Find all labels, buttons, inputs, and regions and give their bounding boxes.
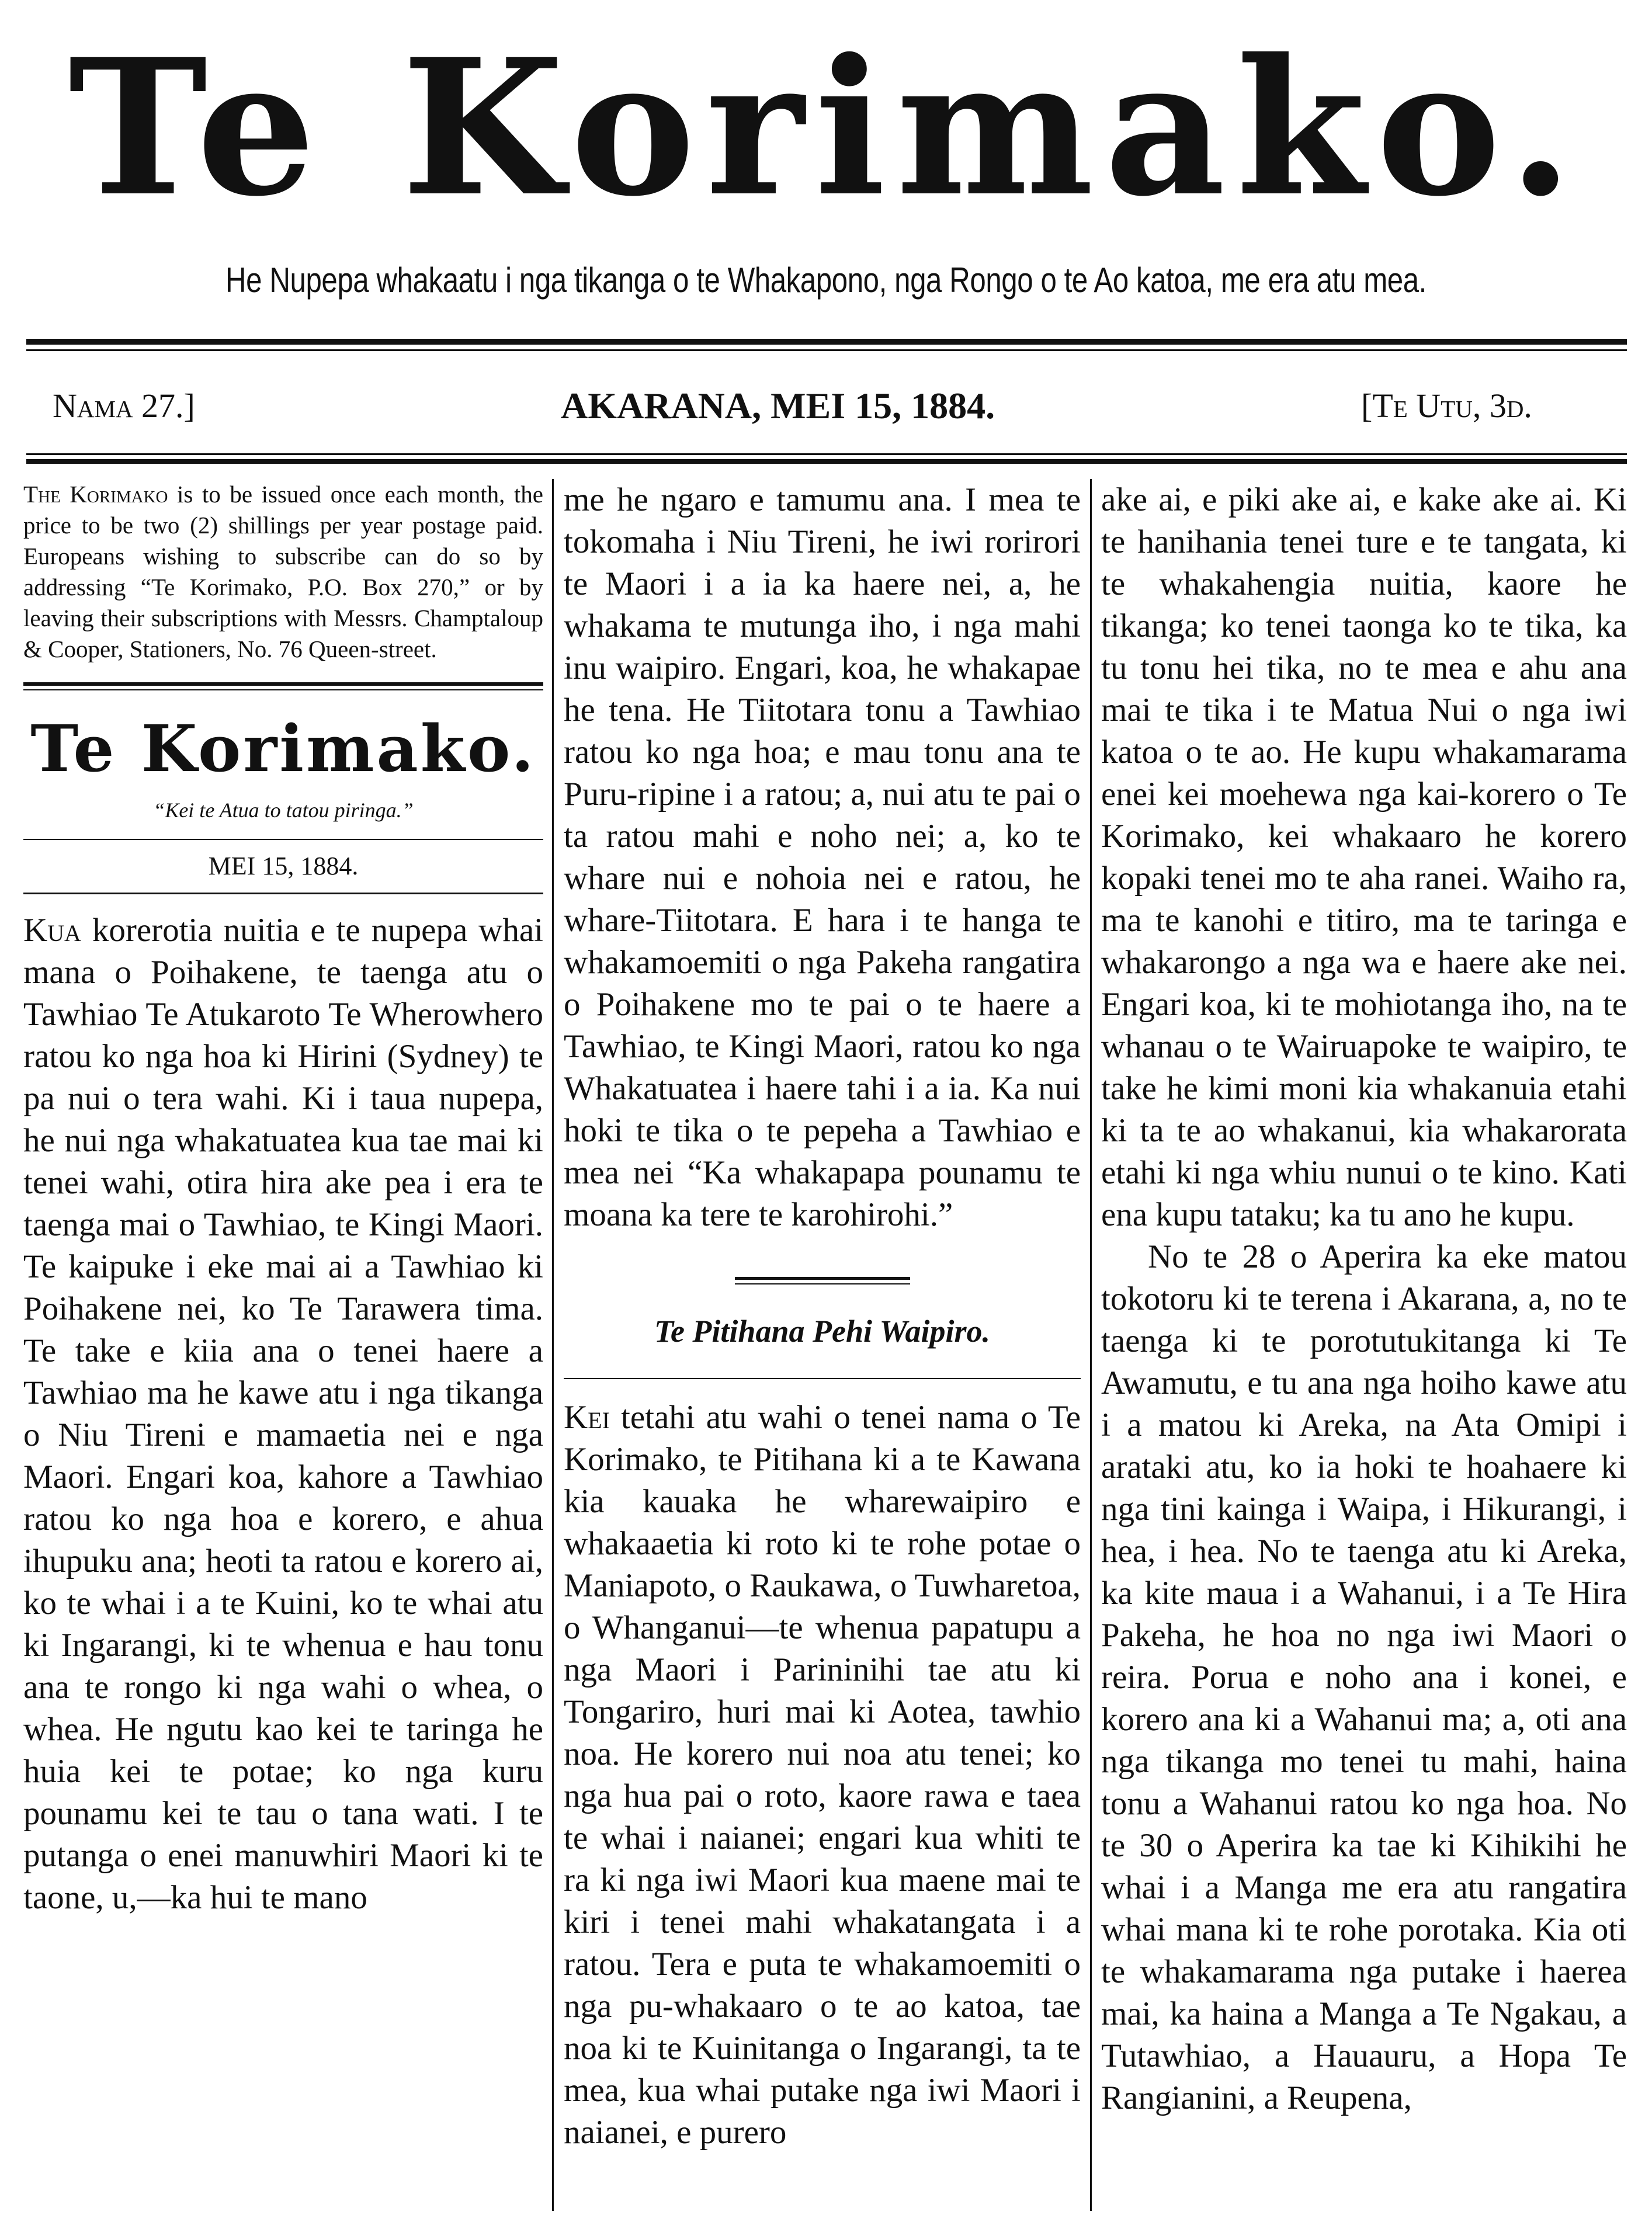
issue-dateline: AKARANA, MEI 15, 1884. (561, 385, 995, 426)
header-rule-bottom-thin (26, 453, 1627, 455)
subscription-notice (23, 479, 543, 665)
editorial-date: MEI 15, 1884. (23, 840, 543, 894)
column-separator-2 (1090, 479, 1092, 2211)
article-lead-word: Kei (564, 1399, 610, 1436)
column-1 (23, 479, 543, 2208)
masthead-subtitle: He Nupepa whakaatu i nga tikanga o te Whakapono, nga Rongo o te Ao katoa, me era atu mea. (225, 261, 1427, 300)
article-paragraph: No te 28 o Aperira ka eke matou tokotoru ki te terena i Akarana, a, no te taenga ki te porotutukitanga ki Te Awamutu, e tu ana nga hoiho kawe atu i a matou ki Areka, na Ata Omipi i arataki atu, ko ia hoki te hoahaere ki nga tini kainga i Waipa, i Hikurangi, i hea, i hea. No te taenga atu ki Areka, ka kite maua i a Wahanui, i a Te Hira Pakeha, he hoa no nga iwi Maori o reira. Porua e noho ana i konei, e korero ana ki a Wahanui ma; a, oti ana nga tikanga mo tenei tu mahi, haina tonu a Wahanui ratou ko nga hoa. No te 30 o Aperira ka tae ki Kihikihi he whai i a Manga me era atu rangatira whai mana ki te rohe porotaka. Kia oti te whakamarama nga putake i haerea mai, ka haina a Manga a Te Ngakau, a Tutawhiao, a Hauauru, a Hopa Te Rangianini, a Reupena, (1101, 1238, 1627, 2116)
header-rule-bottom (26, 459, 1627, 464)
article-lead-word: Kua (23, 912, 81, 949)
notice-rule-thin (23, 689, 543, 690)
column-2 (564, 479, 1081, 2208)
editorial-masthead: Te Korimako. (30, 711, 536, 786)
masthead-title: Te Korimako. (68, 19, 1584, 238)
section-title: Te Pitihana Pehi Waipiro. (654, 1314, 991, 1349)
issue-price: [Te Utu, 3d. (1361, 387, 1532, 425)
article-text: korerotia nuitia e te nupepa whai mana o Poihakene, te taenga atu o Tawhiao Te Atukaroto Te Wherowhero ratou ko nga hoa ki Hirini (Sydney) te pa nui o tera wahi. Ki i taua nupepa, he nui nga whakatuatea kua tae mai ki tenei wahi, otira hira ake pea i era te taenga mai o Tawhiao, te Kingi Maori. Te kaipuke i eke mai ai a Tawhiao ki Poihakene nei, ko Te Tarawera tima. Te take e kiia ana o tenei haere a Tawhiao ma he kawe atu i nga tikanga o Niu Tireni e mamaetia nei e nga Maori. Engari koa, kahore a Tawhiao ratou ko nga hoa e korero, e ahua ihupuku ana; heoti ta ratou e korero ai, ko te whai i a te Kuini, ko te whai atu ki Ingarangi, ki te whenua e hau tonu ana te rongo ki nga wahi o whea, o whea. He ngutu kao kei te taringa he huia kei te potae; ko nga kuru pounamu kei te tau o tana wati. I te putanga o enei manuwhiri Maori ki te taone, u,—ka hui te mano (23, 912, 543, 1916)
notice-lead: The Korimako (23, 481, 168, 508)
article-paragraph (564, 1397, 1081, 2154)
section-title-rule (564, 1378, 1081, 1379)
column-3 (1101, 479, 1627, 2208)
notice-rule-thick (23, 682, 543, 686)
article-paragraph (23, 909, 543, 1919)
header-rule-top-thin (26, 349, 1627, 351)
section-separator (564, 1277, 1081, 1284)
article-paragraph: ake ai, e piki ake ai, e kake ake ai. Ki te hanihania tenei ture e te tangata, ki te whakahengia nuitia, kaore he tikanga; ko tenei taonga ko te tika, ka tu tonu hei tika, no te mea e ahu ana mai te tika i te Matua Nui o nga iwi katoa o te ao. He kupu whakamarama enei kei moehewa nga kai-korero o Te Korimako, kei whakaaro he korero kopaki tenei mo te aha ranei. Waiho ra, ma te kanohi e titiro, ma te taringa e whakarongo a nga wa e haere ake nei. Engari koa, ki te mohiotanga iho, na te whanau o te Wairuapoke te waipiro, te take he kimi moni kia whakanuia etahi ki ta te ao whakanui, kia whakarorata etahi ki nga whiu nunui o te kino. Kati ena kupu tataku; ka tu ano he kupu. (1101, 481, 1627, 1233)
notice-text: is to be issued once each month, the price to be two (2) shillings per year postage paid. Europeans wishing to subscribe can do so by addressing “Te Korimako, P.O. Box 270,” or by leaving their subscriptions with Messrs. Champtaloup & Cooper, Stationers, No. 76 Queen-street. (23, 481, 543, 662)
column-separator-1 (552, 479, 554, 2211)
article-text: tetahi atu wahi o tenei nama o Te Korimako, te Pitihana ki a te Kawana kia kauaka he wharewaipiro e whakaaetia ki roto ki te rohe potae o Maniapoto, o Raukawa, o Tuwharetoa, o Whanganui—te whenua papatupu a nga Maori i Parininihi tae atu ki Tongariro, huri mai ki Aotea, tawhio noa. He korero nui noa atu tenei; ko nga hua pai o roto, kaore rawa e taea te whai i naianei; engari kua whiti te ra ki nga iwi Maori kua maene mai te kiri i tenei mahi whakatangata i a ratou. Tera e puta te whakamoemiti o nga pu-whakaaro o te ao katoa, tae noa ki te Kuinitanga o Ingarangi, ta te mea, kua whai putake nga iwi Maori i naianei, e purero (564, 1399, 1081, 2151)
header-rule-top (26, 339, 1627, 345)
editorial-motto: “Kei te Atua to tatou piringa.” (153, 798, 414, 822)
issue-number: Nama 27.] (53, 387, 195, 425)
article-paragraph: me he ngaro e tamumu ana. I mea te tokomaha i Niu Tireni, he iwi rorirori te Maori i a ia ka haere nei, a, he whakama te mutunga iho, i nga mahi inu waipiro. Engari, koa, he whakapae he tena. He Tiitotara tonu a Tawhiao ratou ko nga hoa; e mau tonu ana te Puru-ripine i a ratou; a, nui atu te pai o ta ratou mahi e noho nei; a, ko te whare nui e nohoia nei e ratou, he whare-Tiitotara. E hara i te hanga te whakamoemiti o nga Pakeha rangatira o Poihakene mo te pai o te haere a Tawhiao, te Kingi Maori, ratou ko nga Whakatuatea i haere tahi i a ia. Ka nui hoki te tika o te pepeha a Tawhiao e mea nei “Ka whakapapa pounamu te moana ka tere te karohirohi.” (564, 481, 1081, 1233)
